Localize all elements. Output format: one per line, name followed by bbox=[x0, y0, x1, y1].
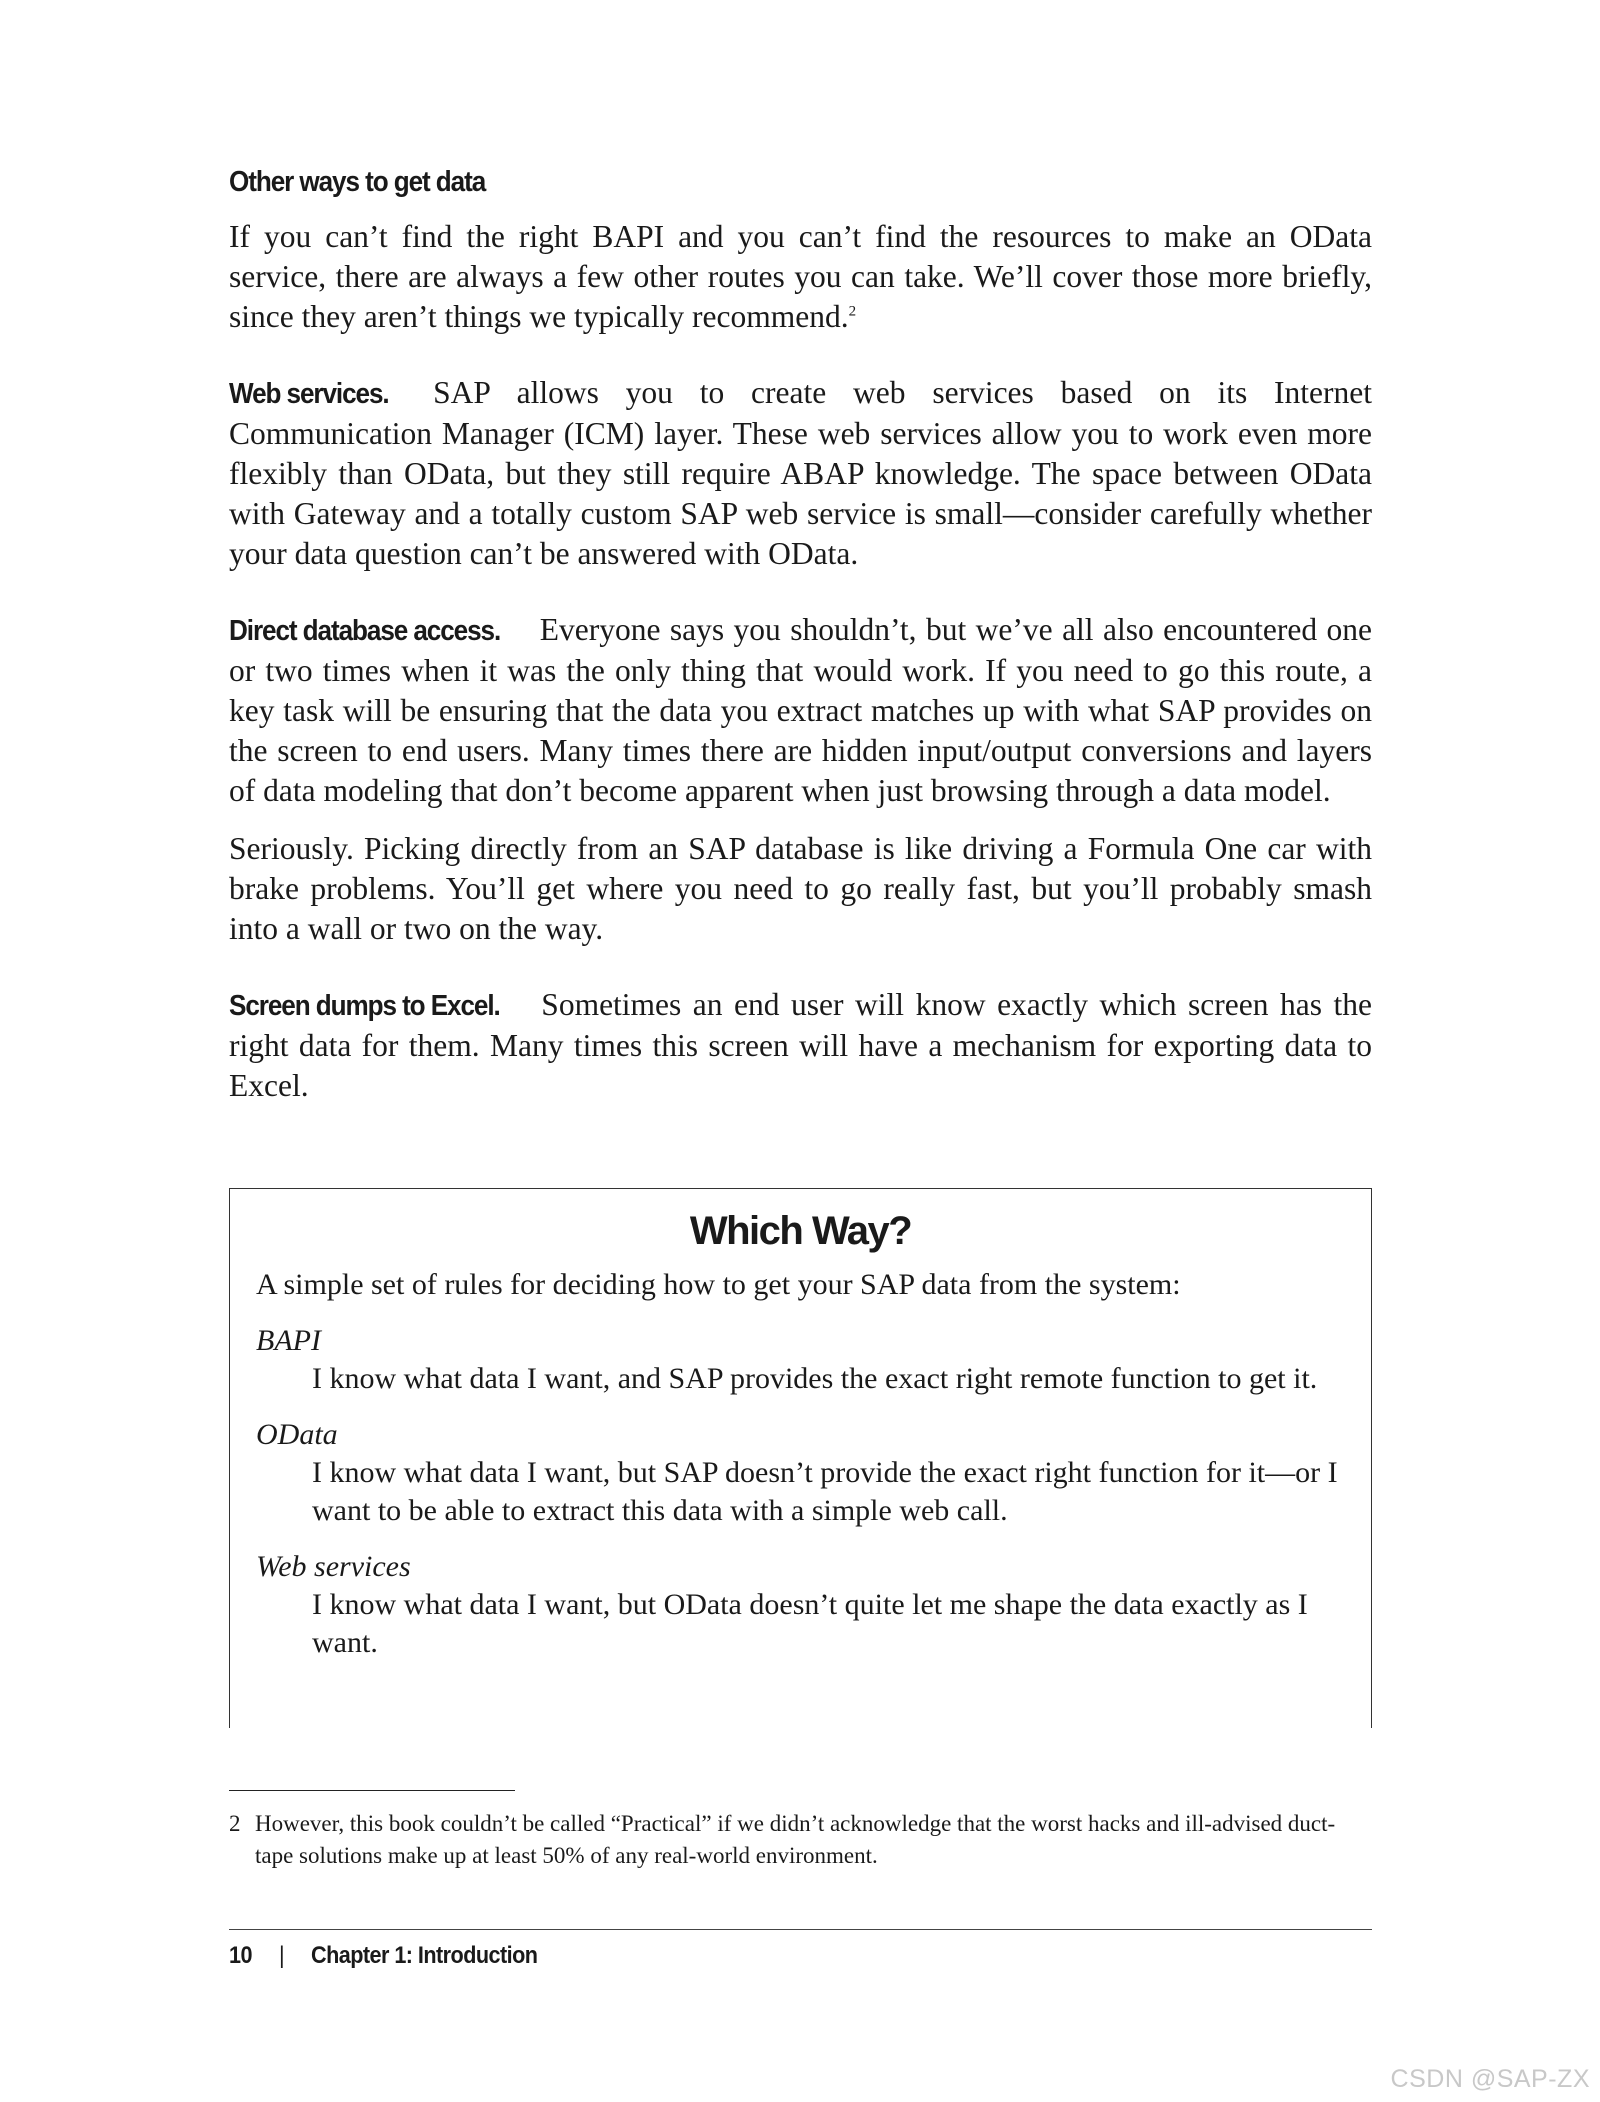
sidebar-title: Which Way? bbox=[689, 1209, 912, 1253]
term-label: BAPI bbox=[256, 1324, 321, 1357]
intro-text: If you can’t find the right BAPI and you can’t find the resources to make an OData service, there are always a few other routes you can take. We’ll cover those more briefly, since they aren’t things we typically recommend. bbox=[229, 219, 1372, 334]
footer-separator: | bbox=[278, 1942, 285, 1969]
footer-divider bbox=[229, 1929, 1372, 1930]
term-definition: I know what data I want, and SAP provides the exact right remote function to get it. bbox=[312, 1362, 1318, 1395]
watermark: CSDN @SAP-ZX bbox=[1390, 2065, 1590, 2093]
footnote-number: 2 bbox=[229, 1811, 241, 1836]
web-services-text: SAP allows you to create web services based on its Internet Communication Manager (ICM) layer. These web services allow you to work even more flexibly than OData, but they still require ABAP knowledge. The space between OData with Gateway and a totally custom SAP web service is small—consider carefully whether your data question can’t be answered with OData. bbox=[229, 375, 1373, 571]
chapter-title: Chapter 1: Introduction bbox=[311, 1942, 538, 1969]
page-number: 10 bbox=[229, 1942, 252, 1969]
direct-db-heading: Direct database access. bbox=[229, 615, 501, 647]
section-heading: Other ways to get data bbox=[229, 166, 486, 198]
footnote bbox=[229, 1808, 1372, 1872]
main-content bbox=[229, 166, 1372, 1106]
footnote-ref[interactable]: 2 bbox=[848, 303, 857, 320]
intro-paragraph bbox=[229, 217, 1372, 337]
which-way-sidebar bbox=[229, 1188, 1372, 1728]
screen-dumps-text: Sometimes an end user will know exactly which screen has the right data for them. Many times this screen will have a mechanism for exporting data to Excel. bbox=[229, 987, 1372, 1103]
web-services-paragraph bbox=[229, 373, 1372, 574]
term-definition: I know what data I want, but SAP doesn’t provide the exact right function for it—or I want to be able to extract this data with a simple web call. bbox=[312, 1456, 1338, 1527]
sidebar-intro: A simple set of rules for deciding how to get your SAP data from the system: bbox=[256, 1268, 1181, 1301]
sidebar-item-bapi bbox=[256, 1322, 1345, 1398]
web-services-heading: Web services. bbox=[229, 378, 389, 410]
sidebar-item-web-services bbox=[256, 1548, 1345, 1662]
footnote-divider bbox=[229, 1790, 515, 1791]
page-footer bbox=[229, 1942, 537, 1970]
footnote-text: However, this book couldn’t be called “Practical” if we didn’t acknowledge that the worst hacks and ill-advised duct-tape solutions make up at least 50% of any real-world environment. bbox=[255, 1811, 1336, 1868]
term-definition: I know what data I want, but OData doesn’t quite let me shape the data exactly as I want. bbox=[312, 1588, 1308, 1659]
direct-db-followup: Seriously. Picking directly from an SAP database is like driving a Formula One car with brake problems. You’ll get where you need to go really fast, but you’ll probably smash into a wall or two on the way. bbox=[229, 831, 1372, 946]
screen-dumps-paragraph bbox=[229, 985, 1372, 1106]
term-label: OData bbox=[256, 1418, 338, 1451]
term-label: Web services bbox=[256, 1550, 411, 1583]
screen-dumps-heading: Screen dumps to Excel. bbox=[229, 990, 500, 1022]
direct-db-paragraph bbox=[229, 610, 1372, 811]
direct-db-text: Everyone says you shouldn’t, but we’ve all also encountered one or two times when it was the only thing that would work. If you need to go this route, a key task will be ensuring that the data you extract matches up with what SAP provides on the screen to end users. Many times there are hidden input/output conversions and layers of data modeling that don’t become apparent when just browsing through a data model. bbox=[229, 612, 1373, 808]
sidebar-item-odata bbox=[256, 1416, 1345, 1530]
